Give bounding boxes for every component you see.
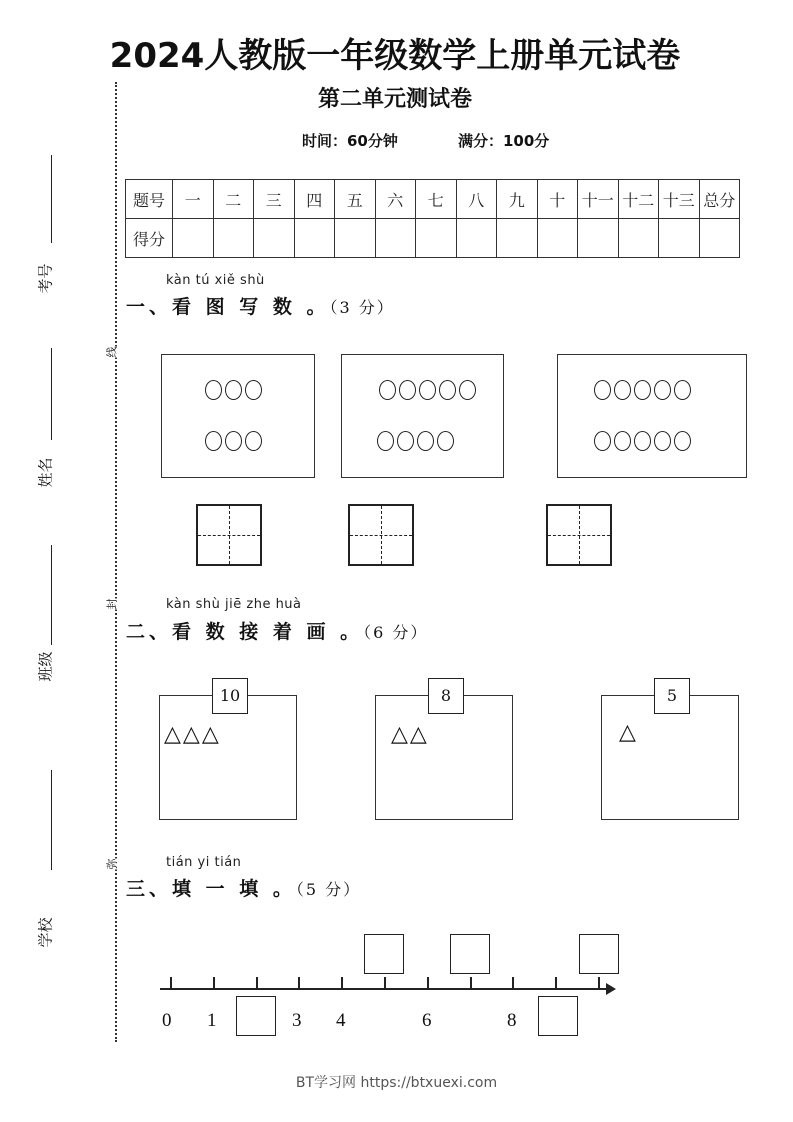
target-number-1: 10 — [212, 678, 248, 714]
number-label: 4 — [336, 1010, 346, 1031]
tick — [341, 977, 343, 988]
section-3-pinyin: tián yi tián — [166, 855, 242, 870]
school-line[interactable] — [51, 770, 52, 870]
picture-panel-1 — [161, 354, 315, 478]
circle-icon — [205, 431, 222, 451]
watermark: BT学习网 https://btxuexi.com — [295, 1075, 498, 1091]
blank-box-5[interactable] — [364, 934, 404, 974]
circle-icon — [674, 431, 691, 451]
name-line[interactable] — [51, 348, 52, 440]
number-line-axis — [160, 988, 610, 990]
tick — [298, 977, 300, 988]
score-cell[interactable] — [335, 219, 376, 258]
score-cell-total[interactable] — [699, 219, 740, 258]
circle-row — [379, 380, 479, 404]
section-1-score: （3 分） — [329, 298, 395, 317]
blank-box-9[interactable] — [538, 996, 578, 1036]
picture-panel-3 — [557, 354, 747, 478]
tick — [555, 977, 557, 988]
circle-row — [594, 431, 694, 455]
class-line[interactable] — [51, 545, 52, 645]
score-row-header: 得分 — [126, 219, 173, 258]
circle-row — [205, 431, 265, 455]
target-number-3: 5 — [654, 678, 690, 714]
col-header: 九 — [497, 180, 538, 219]
circle-icon — [419, 380, 436, 400]
section-2-title: 二、看 数 接 着 画 。 — [126, 621, 364, 643]
circle-icon — [634, 431, 651, 451]
answer-grid-2[interactable] — [348, 504, 414, 566]
col-header-total: 总分 — [699, 180, 740, 219]
circle-icon — [225, 380, 242, 400]
score-row — [126, 219, 740, 258]
circle-icon — [379, 380, 396, 400]
page-subtitle: 第二单元测试卷 — [317, 87, 472, 112]
col-header: 三 — [254, 180, 295, 219]
score-cell[interactable] — [456, 219, 497, 258]
answer-grid-1[interactable] — [196, 504, 262, 566]
cut-mark-mi: 弥 — [105, 858, 119, 870]
binding-dotted-line — [115, 82, 117, 1042]
section-2-score: （6 分） — [363, 623, 429, 642]
cut-mark-feng: 封 — [105, 598, 119, 610]
circle-icon — [654, 431, 671, 451]
score-cell[interactable] — [659, 219, 700, 258]
name-label: 姓名 — [36, 457, 55, 488]
question-number-row — [126, 180, 740, 219]
col-header: 一 — [173, 180, 214, 219]
blank-box-7[interactable] — [450, 934, 490, 974]
tick — [170, 977, 172, 988]
school-label: 学校 — [36, 917, 55, 948]
section-1-heading — [126, 292, 395, 319]
score-cell[interactable] — [294, 219, 335, 258]
tick — [256, 977, 258, 988]
tick — [512, 977, 514, 988]
score-cell[interactable] — [497, 219, 538, 258]
circle-icon — [614, 431, 631, 451]
col-header: 十三 — [659, 180, 700, 219]
circle-icon — [417, 431, 434, 451]
tick — [470, 977, 472, 988]
full-score: 满分：100分 — [458, 132, 550, 150]
triangles: △△△ — [164, 722, 221, 747]
circle-icon — [397, 431, 414, 451]
time-limit: 时间：60分钟 — [302, 132, 398, 150]
score-cell[interactable] — [375, 219, 416, 258]
col-header: 十二 — [618, 180, 659, 219]
circle-icon — [654, 380, 671, 400]
score-cell[interactable] — [254, 219, 295, 258]
col-header: 五 — [335, 180, 376, 219]
col-header: 四 — [294, 180, 335, 219]
circle-icon — [399, 380, 416, 400]
circle-icon — [245, 431, 262, 451]
circle-icon — [594, 380, 611, 400]
col-header: 十一 — [578, 180, 619, 219]
triangles: △△ — [391, 722, 429, 747]
section-3-score: （5 分） — [295, 880, 362, 899]
circle-icon — [205, 380, 222, 400]
score-cell[interactable] — [578, 219, 619, 258]
number-label: 6 — [422, 1010, 432, 1031]
score-cell[interactable] — [416, 219, 457, 258]
score-cell[interactable] — [537, 219, 578, 258]
cut-mark-xian: 线 — [105, 346, 119, 358]
question-number-header: 题号 — [126, 180, 173, 219]
blank-box-2[interactable] — [236, 996, 276, 1036]
col-header: 七 — [416, 180, 457, 219]
section-1-pinyin: kàn tú xiě shù — [166, 273, 265, 288]
exam-number-label: 考号 — [36, 263, 55, 294]
circle-icon — [225, 431, 242, 451]
tick — [213, 977, 215, 988]
circle-icon — [674, 380, 691, 400]
blank-box-10[interactable] — [579, 934, 619, 974]
arrow-head-icon — [606, 983, 616, 995]
circle-icon — [245, 380, 262, 400]
exam-number-line[interactable] — [51, 155, 52, 243]
number-label: 3 — [292, 1010, 302, 1031]
section-2-pinyin: kàn shù jiē zhe huà — [166, 597, 302, 612]
target-number-2: 8 — [428, 678, 464, 714]
score-cell[interactable] — [618, 219, 659, 258]
section-1-title: 一、看 图 写 数 。 — [126, 296, 330, 318]
picture-panel-2 — [341, 354, 504, 478]
tick — [598, 977, 600, 988]
circle-icon — [439, 380, 456, 400]
col-header: 八 — [456, 180, 497, 219]
circle-icon — [634, 380, 651, 400]
col-header: 二 — [213, 180, 254, 219]
score-cell[interactable] — [213, 219, 254, 258]
circle-icon — [437, 431, 454, 451]
tick — [384, 977, 386, 988]
page-title: 2024人教版一年级数学上册单元试卷 — [109, 36, 681, 76]
col-header: 六 — [375, 180, 416, 219]
score-table — [125, 179, 740, 258]
section-3-title: 三、填 一 填 。 — [126, 878, 296, 900]
section-2-heading — [126, 617, 428, 644]
triangles: △ — [619, 720, 638, 745]
circle-icon — [594, 431, 611, 451]
circle-row — [205, 380, 265, 404]
number-label: 1 — [207, 1010, 217, 1031]
class-label: 班级 — [36, 651, 55, 682]
circle-row — [594, 380, 694, 404]
circle-icon — [459, 380, 476, 400]
number-label: 8 — [507, 1010, 517, 1031]
score-cell[interactable] — [173, 219, 214, 258]
circle-row — [377, 431, 457, 455]
circle-icon — [377, 431, 394, 451]
answer-grid-3[interactable] — [546, 504, 612, 566]
number-label: 0 — [162, 1010, 172, 1031]
section-3-heading — [126, 874, 361, 901]
col-header: 十 — [537, 180, 578, 219]
tick — [427, 977, 429, 988]
circle-icon — [614, 380, 631, 400]
